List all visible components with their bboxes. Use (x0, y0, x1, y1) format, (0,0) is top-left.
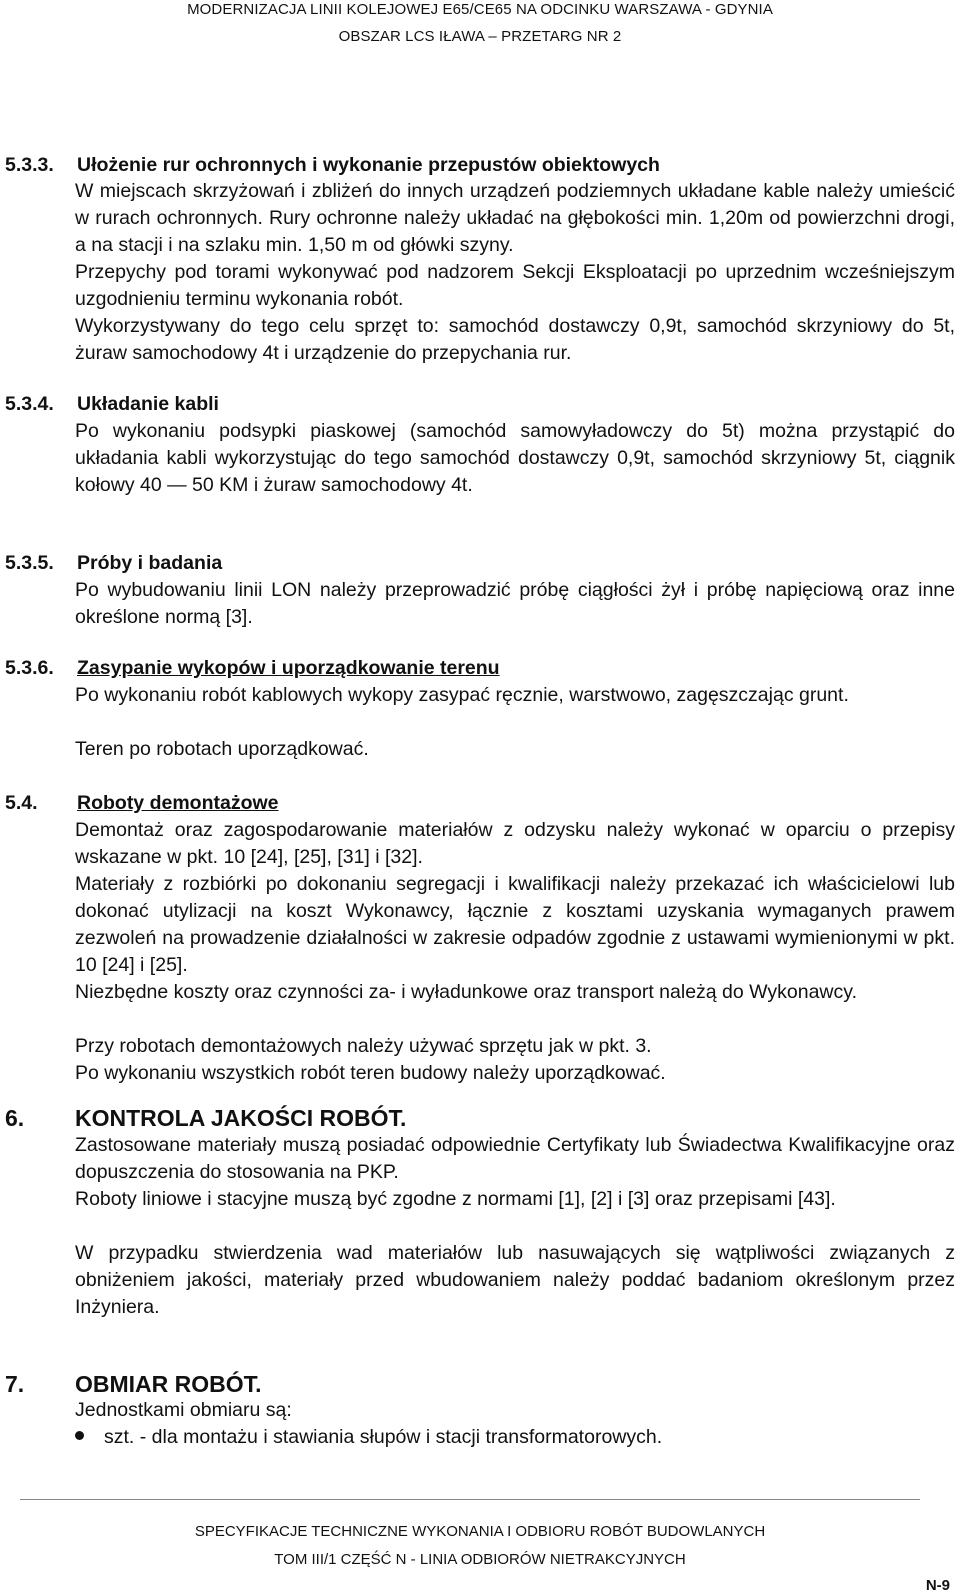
section-6-paragraph-2: Roboty liniowe i stacyjne muszą być zgodne z normami [1], [2] i [3] oraz przepisami [43]. (75, 1188, 836, 1210)
section-number-5-3-5: 5.3.5. (5, 552, 54, 574)
header-title-line2: OBSZAR LCS IŁAWA – PRZETARG NR 2 (338, 28, 622, 45)
section-5-4-paragraph-1: Demontaż oraz zagospodarowanie materiałów z odzysku należy wykonać w oparciu o przepisy wskazane w pkt. 10 [24], [25], [31] i [32]. (75, 819, 955, 868)
section-title-5-3-3: Ułożenie rur ochronnych i wykonanie przepustów obiektowych (77, 154, 660, 176)
section-title-5-3-5: Próby i badania (77, 552, 223, 574)
section-title-5-4: Roboty demontażowe (77, 792, 279, 814)
footer-line1: SPECYFIKACJE TECHNICZNE WYKONANIA I ODBIORU ROBÓT BUDOWLANYCH (194, 1523, 766, 1540)
footer-line2: TOM III/1 CZĘŚĆ N - LINIA ODBIORÓW NIETRAKCYJNYCH (274, 1551, 686, 1568)
section-number-5-3-3: 5.3.3. (5, 154, 54, 176)
section-5-3-5-paragraph-1: Po wybudowaniu linii LON należy przeprowadzić próbę ciągłości żył i próbę napięciową oraz inne określone normą [3]. (75, 579, 955, 628)
section-number-5-3-6: 5.3.6. (5, 657, 54, 679)
section-title-5-3-6: Zasypanie wykopów i uporządkowanie terenu (77, 657, 500, 679)
section-6-paragraph-1: Zastosowane materiały muszą posiadać odpowiednie Certyfikaty lub Świadectwa Kwalifikacyjne oraz dopuszczenia do stosowania na PKP. (75, 1134, 955, 1183)
section-7-paragraph-1: Jednostkami obmiaru są: (75, 1399, 292, 1421)
section-number-6: 6. (5, 1105, 25, 1131)
section-number-5-3-4: 5.3.4. (5, 393, 54, 415)
page-number: N-9 (925, 1577, 950, 1594)
section-title-6: KONTROLA JAKOŚCI ROBÓT. (75, 1105, 407, 1131)
section-5-4-paragraph-3: Niezbędne koszty oraz czynności za- i wyładunkowe oraz transport należą do Wykonawcy. (75, 981, 857, 1003)
section-5-3-3-paragraph-3: Wykorzystywany do tego celu sprzęt to: samochód dostawczy 0,9t, samochód skrzyniowy do 5t, żuraw samochodowy 4t i urządzenie do przepychania rur. (75, 315, 955, 364)
section-5-3-3-paragraph-2: Przepychy pod torami wykonywać pod nadzorem Sekcji Eksploatacji po uprzednim wcześniejszym uzgodnieniu terminu wykonania robót. (75, 261, 955, 310)
bullet-dot-icon (75, 1431, 84, 1440)
section-6-paragraph-3: W przypadku stwierdzenia wad materiałów lub nasuwających się wątpliwości związanych z obniżeniem jakości, materiały przed wbudowaniem należy poddać badaniom określonym przez Inżyniera. (75, 1242, 955, 1318)
section-number-7: 7. (5, 1371, 25, 1397)
section-7-bullet-text: szt. - dla montażu i stawiania słupów i stacji transformatorowych. (104, 1426, 663, 1448)
footer-divider (20, 1499, 920, 1500)
section-5-4-paragraph-2: Materiały z rozbiórki po dokonaniu segregacji i kwalifikacji należy przekazać ich właścicielowi lub dokonać utylizacji na koszt Wykonawcy, łącznie z kosztami uzyskania wymaganych prawem zezwoleń na prowadzenie działalności w zakresie odpadów zgodnie z ustawami wymienionymi w pkt. 10 [24] i [25]. (75, 873, 955, 976)
section-5-3-6-paragraph-2: Teren po robotach uporządkować. (75, 738, 369, 760)
section-5-4-paragraph-4: Przy robotach demontażowych należy używać sprzętu jak w pkt. 3. (75, 1035, 652, 1057)
section-5-3-3-paragraph-1: W miejscach skrzyżowań i zbliżeń do innych urządzeń podziemnych układane kable należy umieścić w rurach ochronnych. Rury ochronne należy układać na głębokości min. 1,20m od powierzchni drogi, a na stacji i na szlaku min. 1,50 m od główki szyny. (75, 180, 955, 256)
section-title-7: OBMIAR ROBÓT. (75, 1371, 262, 1397)
section-title-5-3-4: Układanie kabli (77, 393, 219, 415)
section-5-3-6-paragraph-1: Po wykonaniu robót kablowych wykopy zasypać ręcznie, warstwowo, zagęszczając grunt. (75, 684, 849, 706)
section-7-bullet-item (75, 1424, 662, 1451)
section-5-3-4-paragraph-1: Po wykonaniu podsypki piaskowej (samochód samowyładowczy do 5t) można przystąpić do układania kabli wykorzystując do tego samochód dostawczy 0,9t, samochód skrzyniowy 5t, ciągnik kołowy 40 — 50 KM i żuraw samochodowy 4t. (75, 420, 955, 496)
header-title-line1: MODERNIZACJA LINII KOLEJOWEJ E65/CE65 NA ODCINKU WARSZAWA - GDYNIA (187, 1, 773, 18)
section-number-5-4: 5.4. (5, 792, 38, 814)
section-5-4-paragraph-5: Po wykonaniu wszystkich robót teren budowy należy uporządkować. (75, 1062, 666, 1084)
